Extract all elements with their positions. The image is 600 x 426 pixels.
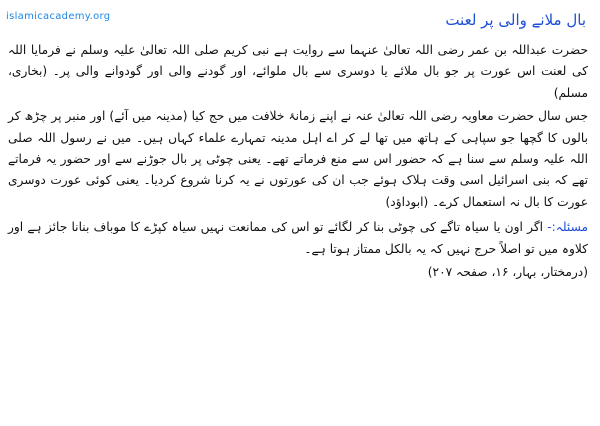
hadith-paragraph-2: جس سال حضرت معاویہ رضی اللہ تعالیٰ عنہ نے اپنے زمانۂ خلافت میں حج کیا (مدینہ میں آئے) اور منبر پر چڑھ کر بالوں کا گچھا جو سپاہی کے ہاتھ میں تھا لے کر اے اہل مدینہ تمہارے علماء کہاں ہیں۔ میں نے رسول اللہ صلی اللہ علیہ وسلم سے سنا ہے کہ حضور اس سے منع فرماتے تھے۔ یعنی چوٹی پر بال جوڑنے سے اور حضور یہ فرماتے تھے کہ بنی اسرائیل اسی وقت ہلاک ہوئے جب ان کی عورتوں نے یہ کرنا شروع کردیا۔ یعنی کوئی عورت دوسری عورت کا بال نہ استعمال کرے۔ (ابوداؤد) — [8, 109, 588, 209]
article-heading: بال ملانے والی پر لعنت — [445, 11, 586, 29]
masala-label: مسئلہ:- — [547, 220, 588, 235]
masala-text: اگر اون یا سیاہ تاگے کی چوٹی بنا کر لگائے تو اس کی ممانعت نہیں سیاہ کپڑے کا موباف بنانا جائز ہے اور کلاوہ میں تو اصلاً حرج نہیں کہ یہ بالکل ممتاز ہوتا ہے۔ — [8, 220, 588, 256]
masala-paragraph — [8, 217, 588, 260]
reference-line: (درمختار، بہار، ۱۶، صفحہ ۲۰۷) — [427, 265, 588, 280]
hadith-paragraph-1: حضرت عبداللہ بن عمر رضی اللہ تعالیٰ عنہما سے روایت ہے نبی کریم صلی اللہ تعالیٰ علیہ وسلم نے فرمایا اللہ کی لعنت اس عورت پر جو بال ملائے یا دوسری سے بال ملوائے، اور گودنے والی اور گودوانے والی پر۔ (بخاری، مسلم) — [8, 43, 588, 100]
article — [8, 8, 588, 285]
site-watermark: islamicacademy.org — [6, 11, 111, 22]
